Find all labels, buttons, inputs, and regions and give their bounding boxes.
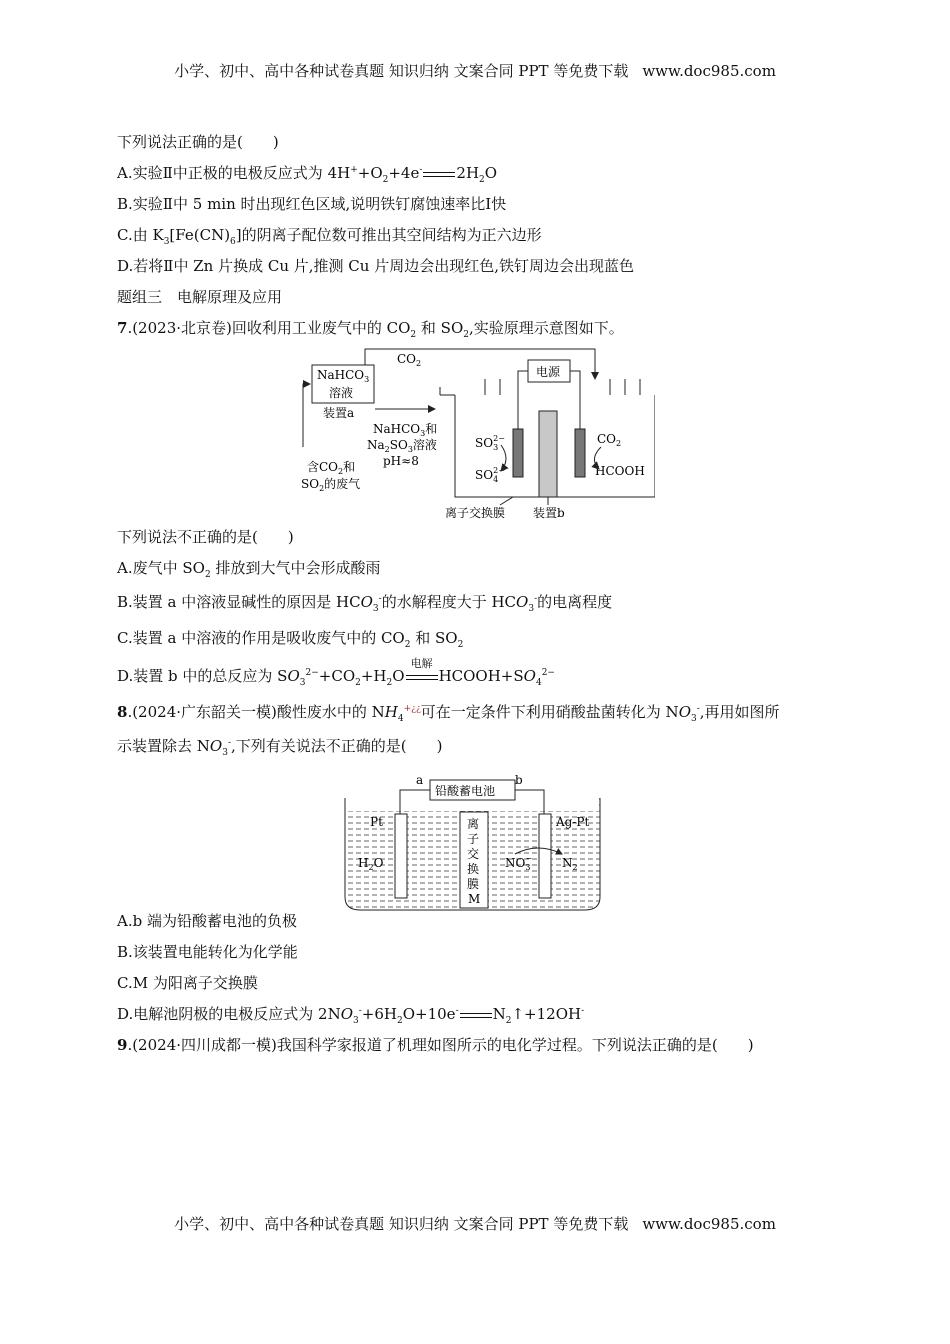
q8-option-c: C.M 为阳离子交换膜: [117, 974, 258, 992]
no3-label: $NO_3-$: [505, 854, 533, 872]
q6-option-c: C.由 $K_3[Fe(CN)_6]$的阴离子配位数可推出其空间结构为正六边形: [117, 226, 542, 247]
page-header: [0, 60, 950, 81]
equals-sign: [423, 172, 455, 177]
power-source-label: 电源: [536, 365, 561, 379]
ph-label: pH≈8: [383, 454, 419, 468]
q6-option-d: D.若将Ⅱ中 Zn 片换成 Cu 片,推测 Cu 片周边会出现红色,铁钉周边会出现蓝色: [117, 257, 634, 275]
q7-option-b: B.装置 a 中溶液显碱性的原因是 $HCO_3^-$的水解程度大于 $HCO_3^-$的电离程度: [117, 593, 613, 614]
n2-label: $N_2$: [562, 856, 578, 872]
q8-option-b: B.该装置电能转化为化学能: [117, 943, 298, 961]
pt-label: Pt: [370, 815, 383, 829]
q8-option-a: A.b 端为铅酸蓄电池的负极: [117, 912, 297, 930]
membrane-char-2: 子: [467, 832, 480, 846]
q7-option-a: A.废气中 $SO_2$ 排放到大气中会形成酸雨: [117, 559, 381, 580]
device-a-label: 装置a: [323, 406, 355, 420]
header-url[interactable]: www.doc985.com: [642, 62, 776, 80]
membrane-char-1: 离: [467, 817, 480, 831]
q6-stem: 下列说法正确的是( ): [117, 133, 279, 151]
membrane-char-5: 膜: [467, 877, 480, 891]
q8-option-d: D.电解池阴极的电极反应式为 $2NO_3^-+6H_2O+10e^-$ $N_2↑+12OH^-$: [117, 1005, 585, 1026]
lead-acid-battery-label: 铅酸蓄电池: [435, 784, 496, 798]
q7-option-d: D.装置 b 中的总反应为 $SO_3^{2-}+CO_2+H_2O$ 电解 $HCOOH+SO_4^{2-}$: [117, 656, 837, 694]
gas-label-2: $SO_2$的废气: [301, 477, 361, 493]
mix-label-2: $Na_2SO_3$溶液: [367, 438, 437, 454]
membrane-char-6: M: [468, 892, 481, 906]
q6-option-b: B.实验Ⅱ中 5 min 时出现红色区域,说明铁钉腐蚀速率比Ⅰ快: [117, 195, 507, 213]
anode-electrode: [513, 429, 523, 477]
q9-stem: 9.(2024·四川成都一模)我国科学家报道了机理如图所示的电化学过程。下列说法正确的是( ): [117, 1036, 754, 1054]
q7-stem: 7.(2023·北京卷)回收利用工业废气中的 $CO_2$ 和 $SO_2$,实验原理示意图如下。: [117, 319, 624, 340]
q8-stem-line2: 示装置除去 $NO_3^-$,下列有关说法不正确的是( ): [117, 737, 443, 758]
mix-label-1: NaHCO$_3$和: [373, 422, 438, 438]
q6-option-a: A.实验Ⅱ中正极的电极反应式为 $4H^++O_2+4e^-$ $2H_2O$: [117, 164, 498, 185]
q7-ask: 下列说法不正确的是( ): [117, 528, 294, 546]
h2o-label: $H_2O$: [358, 856, 384, 872]
header-text: 小学、初中、高中各种试卷真题 知识归纳 文案合同 PPT 等免费下载: [174, 62, 629, 80]
footer-url[interactable]: www.doc985.com: [642, 1215, 776, 1233]
terminal-b: b: [515, 773, 523, 787]
membrane-label: 离子交换膜: [445, 506, 506, 520]
q7-option-c: C.装置 a 中溶液的作用是吸收废气中的 $CO_2$ 和 $SO_2$: [117, 629, 464, 650]
cathode-electrode: [575, 429, 585, 477]
q8-stem-line1: 8.(2024·广东韶关一模)酸性废水中的 $NH_4^{+¿¿}$可在一定条件下利用硝酸盐菌转化为 $NO_3^-$,再用如图所: [117, 703, 780, 724]
hcooh-label: HCOOH: [595, 464, 645, 478]
group-heading: 题组三 电解原理及应用: [117, 288, 283, 306]
membrane-char-3: 交: [467, 847, 480, 861]
page-footer: [0, 1213, 950, 1234]
device-a-nahco3: NaHCO$_3$: [317, 368, 370, 384]
pt-electrode: [395, 814, 407, 898]
ion-exchange-membrane: [539, 411, 557, 497]
recycling-apparatus-diagram: [295, 347, 655, 522]
agpt-label: Ag-Pt: [556, 815, 590, 829]
agpt-electrode: [539, 814, 551, 898]
co2-right-label: $CO_2$: [597, 432, 622, 448]
gas-label-1: 含$CO_2$和: [307, 460, 356, 476]
electrolysis-condition: 电解: [405, 656, 439, 696]
co2-top-label: $CO_2$: [397, 352, 422, 368]
membrane-char-4: 换: [467, 862, 480, 876]
device-a-solution: 溶液: [329, 386, 354, 400]
footer-text: 小学、初中、高中各种试卷真题 知识归纳 文案合同 PPT 等免费下载: [174, 1215, 629, 1233]
device-b-label: 装置b: [533, 506, 565, 520]
so4-label: $SO_42-$: [475, 466, 505, 484]
so3-label: $SO_32-$: [475, 434, 505, 452]
terminal-a: a: [416, 773, 424, 787]
electrolysis-cell-diagram: [340, 772, 605, 912]
document-body: [117, 127, 837, 1061]
